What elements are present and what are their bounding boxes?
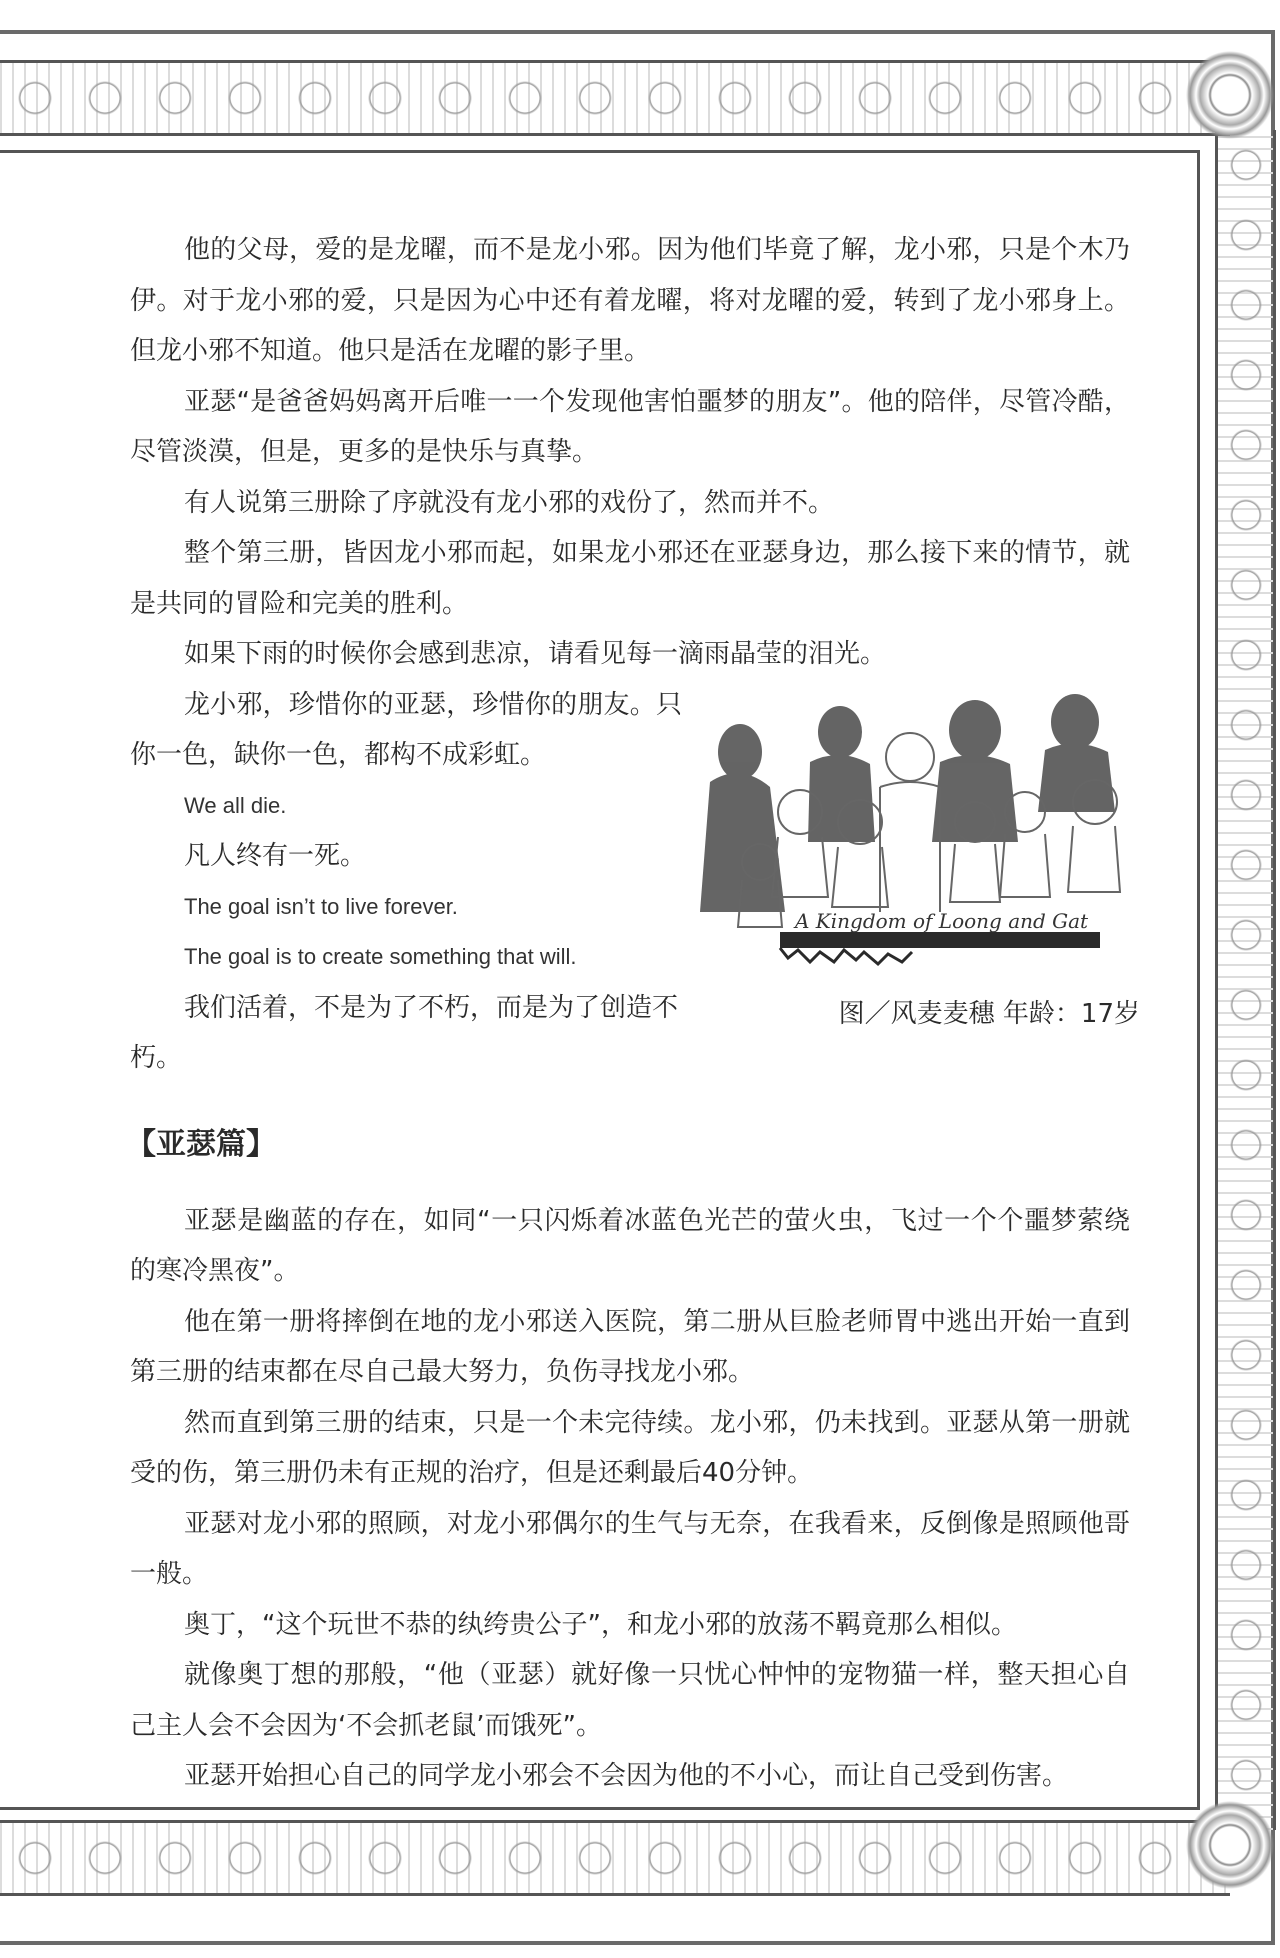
paragraph: 亚瑟对龙小邪的照顾，对龙小邪偶尔的生气与无奈，在我看来，反倒像是照顾他哥一般。 xyxy=(130,1508,1130,1589)
ornament-corner-top-right xyxy=(1185,50,1275,140)
paragraph: 亚瑟是幽蓝的存在，如同“一只闪烁着冰蓝色光芒的萤火虫，飞过一个个噩梦萦绕的寒冷黑夜”。 xyxy=(130,1205,1130,1286)
ornamental-border-bottom xyxy=(0,1820,1230,1896)
quote-line-en: The goal isn’t to live forever. xyxy=(184,893,458,919)
paragraph: 有人说第三册除了序就没有龙小邪的戏份了，然而并不。 xyxy=(184,487,835,518)
ornamental-border-right xyxy=(1215,130,1276,1830)
quote-line-zh: 我们活着，不是为了不朽，而是为了创造不朽。 xyxy=(130,992,679,1073)
illustration-title: A Kingdom of Loong and Gat xyxy=(795,908,1089,933)
ornament-corner-bottom-right xyxy=(1185,1800,1275,1890)
paragraph: 奥丁，“这个玩世不恭的纨绔贵公子”，和龙小邪的放荡不羁竟那么相似。 xyxy=(184,1609,1017,1640)
paragraph: 就像奥丁想的那般，“他（亚瑟）就好像一只忧心忡忡的宠物猫一样，整天担心自己主人会不会因为‘不会抓老鼠’而饿死”。 xyxy=(130,1660,1130,1741)
page-content xyxy=(126,225,1140,1802)
ornamental-border-top xyxy=(0,60,1230,136)
paragraph: 如果下雨的时候你会感到悲凉，请看见每一滴雨晶莹的泪光。 xyxy=(184,639,887,669)
paragraph: 然而直到第三册的结束，只是一个未完待续。龙小邪，仍未找到。亚瑟从第一册就受的伤，第三册仍未有正规的治疗，但是还剩最后40分钟。 xyxy=(130,1407,1130,1488)
paragraph: 龙小邪，珍惜你的亚瑟，珍惜你的朋友。只你一色，缺你一色，都构不成彩虹。 xyxy=(130,689,682,770)
paragraph: 他在第一册将摔倒在地的龙小邪送入医院，第二册从巨脸老师胃中逃出开始一直到第三册的结束都在尽自己最大努力，负伤寻找龙小邪。 xyxy=(130,1306,1130,1387)
paragraph: 整个第三册，皆因龙小邪而起，如果龙小邪还在亚瑟身边，那么接下来的情节，就是共同的冒险和完美的胜利。 xyxy=(130,538,1130,619)
illustration-caption: 图／风麦麦穗 年龄：17岁 xyxy=(838,998,1140,1029)
paragraph: 亚瑟“是爸爸妈妈离开后唯一一个发现他害怕噩梦的朋友”。他的陪伴，尽管冷酷，尽管淡漠，但是，更多的是快乐与真挚。 xyxy=(130,386,1130,467)
quote-line-zh: 凡人终有一死。 xyxy=(184,841,367,871)
illustration-drawing xyxy=(700,692,1140,992)
section-title: 【亚瑟篇】 xyxy=(126,1126,276,1162)
quote-line-en: The goal is to create something that will. xyxy=(184,944,577,969)
paragraph: 亚瑟开始担心自己的同学龙小邪会不会因为他的不小心，而让自己受到伤害。 xyxy=(184,1761,1069,1791)
illustration xyxy=(700,692,1140,1029)
quote-line-en: We all die. xyxy=(184,792,287,818)
paragraph: 他的父母，爱的是龙曜，而不是龙小邪。因为他们毕竟了解，龙小邪，只是个木乃伊。对于龙小邪的爱，只是因为心中还有着龙曜，将对龙曜的爱，转到了龙小邪身上。但龙小邪不知道。他只是活在龙曜的影子里。 xyxy=(130,235,1130,366)
